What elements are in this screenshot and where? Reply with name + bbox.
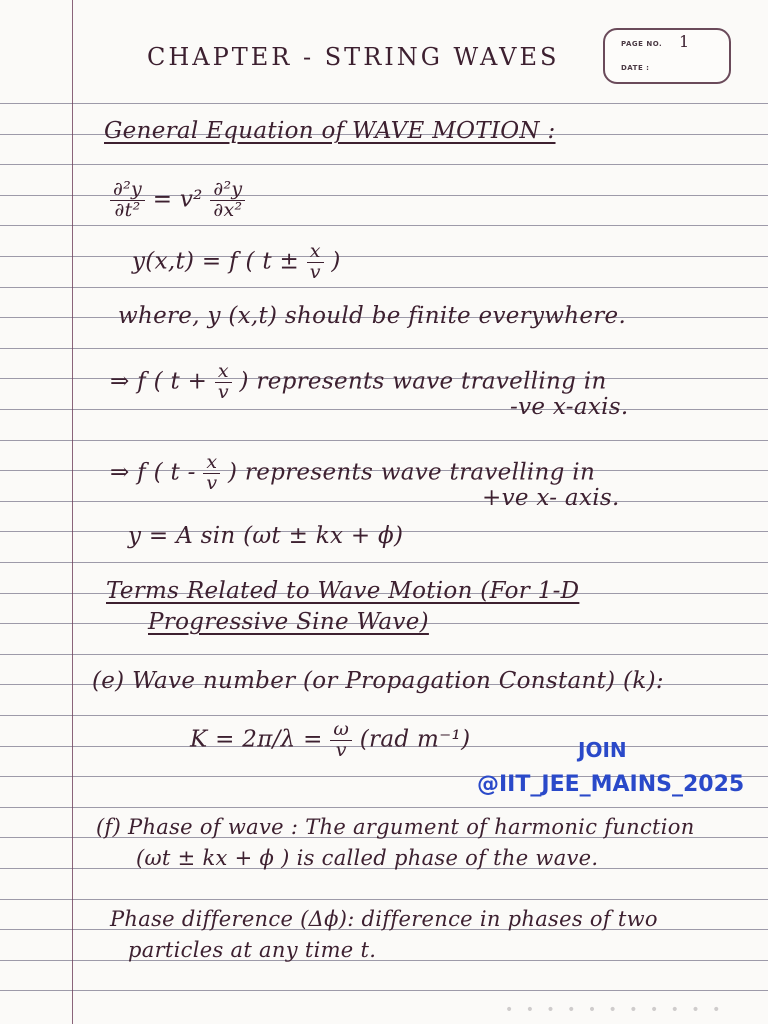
sol-fraction — [307, 242, 324, 283]
general-solution — [132, 242, 341, 283]
watermark-channel: @IIT_JEE_MAINS_2025 — [477, 772, 745, 797]
pos-fraction — [203, 453, 220, 494]
pde-lhs-fraction — [110, 180, 145, 221]
ruled-line — [0, 715, 768, 716]
ruled-line — [0, 256, 768, 257]
pos-text: ) represents wave travelling in — [228, 459, 596, 486]
ruled-line — [0, 440, 768, 441]
chapter-title: CHAPTER - STRING WAVES — [147, 43, 560, 71]
pos-den: v — [206, 471, 218, 494]
sol-right: ) — [331, 248, 341, 275]
sol-den: v — [309, 260, 321, 283]
sol-num: x — [307, 242, 324, 263]
date-label: DATE : — [621, 64, 650, 72]
ruled-line — [0, 225, 768, 226]
item-e-wave-number: (e) Wave number (or Propagation Constant) (k): — [92, 668, 664, 694]
pde-lhs-den: ∂t² — [114, 198, 141, 221]
ruled-line — [0, 899, 768, 900]
k-unit: (rad m⁻¹) — [359, 726, 471, 753]
watermark-join: JOIN — [578, 738, 627, 762]
heading-general-equation: General Equation of WAVE MOTION : — [104, 118, 556, 144]
pde-mid: = v² — [152, 186, 203, 213]
ruled-line — [0, 348, 768, 349]
neg-prefix: ⇒ f ( t + — [110, 368, 208, 395]
sol-left: y(x,t) = f ( t ± — [132, 248, 300, 275]
pos-prefix: ⇒ f ( t - — [110, 459, 196, 486]
wave-pde — [110, 180, 245, 221]
ruled-line — [0, 409, 768, 410]
neg-den: v — [217, 380, 229, 403]
sine-wave-equation: y = A sin (ωt ± kx + ϕ) — [128, 523, 404, 549]
k-fraction — [330, 720, 352, 761]
page-no-value: 1 — [679, 32, 690, 51]
finite-condition: where, y (x,t) should be finite everywhere. — [118, 303, 627, 329]
ruled-line — [0, 654, 768, 655]
pos-num: x — [203, 453, 220, 474]
pde-rhs-num: ∂²y — [210, 180, 245, 201]
k-den: v — [335, 738, 347, 761]
page-no-label: PAGE NO. — [621, 40, 663, 48]
ruled-line — [0, 103, 768, 104]
terms-heading-line1: Terms Related to Wave Motion (For 1-D — [106, 578, 580, 604]
ruled-line — [0, 807, 768, 808]
margin-line — [72, 0, 73, 1024]
pde-lhs-num: ∂²y — [110, 180, 145, 201]
page-number-stamp — [603, 28, 731, 84]
k-num: ω — [330, 720, 352, 741]
neg-text: ) represents wave travelling in — [239, 368, 607, 395]
ruled-line — [0, 960, 768, 961]
pde-rhs-fraction — [210, 180, 245, 221]
phase-difference-line2: particles at any time t. — [128, 938, 377, 962]
neg-num: x — [215, 362, 232, 383]
ruled-line — [0, 990, 768, 991]
phase-difference-line1: Phase difference (Δϕ): difference in phases of two — [110, 907, 658, 931]
page-edge-dots: • • • • • • • • • • • — [505, 1002, 725, 1018]
ruled-line — [0, 501, 768, 502]
item-f-phase-line1: (f) Phase of wave : The argument of harmonic function — [96, 815, 695, 839]
neg-fraction — [215, 362, 232, 403]
negative-direction-axis: -ve x-axis. — [510, 394, 629, 420]
terms-heading-line2: Progressive Sine Wave) — [148, 609, 429, 635]
ruled-line — [0, 287, 768, 288]
positive-direction-axis: +ve x- axis. — [482, 485, 620, 511]
pde-rhs-den: ∂x² — [213, 198, 243, 221]
item-f-phase-line2: (ωt ± kx + ϕ ) is called phase of the wave. — [136, 846, 599, 870]
ruled-line — [0, 164, 768, 165]
k-left: K = 2π/λ = — [190, 726, 323, 753]
wave-number-formula — [190, 720, 470, 761]
ruled-line — [0, 562, 768, 563]
